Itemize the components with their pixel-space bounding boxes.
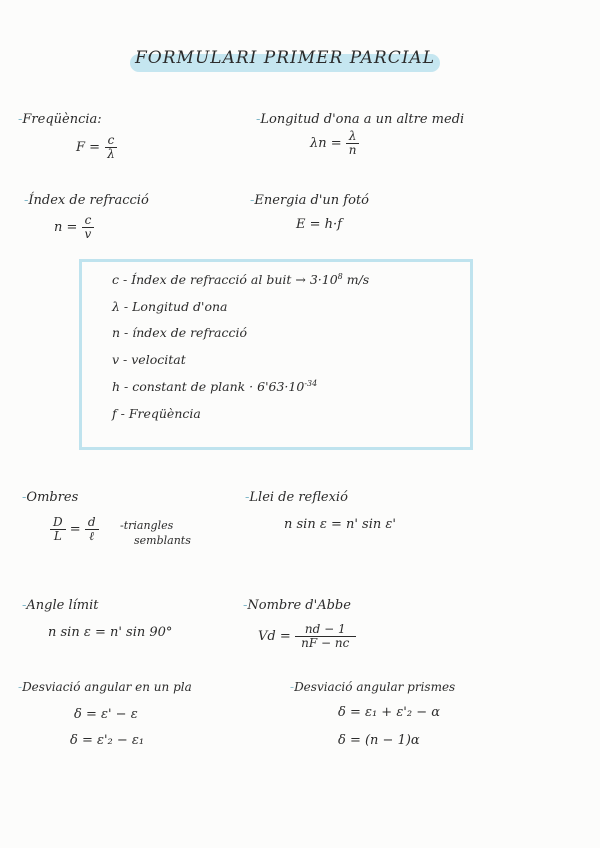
formula-desviacio-prismes-1: δ = ε₁ + ε'₂ − α	[338, 705, 441, 720]
heading-label: Llei de reflexió	[249, 490, 348, 505]
heading-nombre-abbe: -Nombre d'Abbe	[243, 598, 351, 613]
formula-ombres: $\frac{D}{L}$ = $\frac{d}{\text{ℓ}}$	[50, 516, 99, 543]
fraction: $\frac{c}{\lambda}$	[104, 134, 118, 161]
heading-label: Longitud d'ona a un altre medi	[260, 112, 465, 127]
heading-label: Índex de refracció	[28, 193, 149, 208]
heading-label: Desviació angular en un pla	[22, 680, 192, 694]
formula-desviacio-pla-1: δ = ε' − ε	[74, 707, 138, 722]
fraction: $\frac{d}{\text{ℓ}}$	[85, 516, 99, 543]
formula-desviacio-pla-2: δ = ε'₂ − ε₁	[70, 733, 145, 748]
formula-index-refraccio: n = $\frac{c}{v}$	[54, 214, 94, 241]
fraction: $\frac{c}{v}$	[82, 214, 95, 241]
heading-label: Energia d'un fotó	[254, 193, 370, 208]
heading-frequencia: -Freqüència:	[18, 112, 102, 127]
legend-list	[112, 272, 369, 433]
page-title: FORMULARI PRIMER PARCIAL	[135, 48, 435, 68]
heading-label: Desviació angular prismes	[294, 680, 456, 694]
formula-nombre-abbe: Vd = $\frac{nd - 1}{nF - nc}$	[258, 623, 356, 650]
heading-label: Angle límit	[26, 598, 99, 613]
heading-label: Nombre d'Abbe	[247, 598, 351, 613]
heading-index-refraccio: -Índex de refracció	[24, 193, 149, 208]
fraction: $\frac{\lambda}{n}$	[346, 130, 360, 157]
heading-longitud-ona: -Longitud d'ona a un altre medi	[256, 112, 465, 127]
heading-ombres: -Ombres	[22, 490, 79, 505]
heading-desviacio-prismes: -Desviació angular prismes	[290, 680, 456, 694]
heading-energia-foto: -Energia d'un fotó	[250, 193, 370, 208]
formula-energia-foto: E = h·f	[296, 217, 342, 232]
note-triangles: -triangles semblants	[120, 519, 191, 547]
heading-angle-limit: -Angle límit	[22, 598, 99, 613]
legend-item: v - velocitat	[112, 352, 186, 367]
formula-frequencia: F = $\frac{c}{\lambda}$	[76, 134, 118, 161]
heading-desviacio-pla: -Desviació angular en un pla	[18, 680, 192, 694]
legend-item: h - constant de plank · $6'63\cdot 10^{-34}$	[112, 379, 318, 395]
formula-desviacio-prismes-2: δ = (n − 1)α	[338, 733, 420, 748]
formula-longitud-ona: λn = $\frac{\lambda}{n}$	[310, 130, 360, 157]
formula-llei-reflexio: n sin ε = n' sin ε'	[284, 517, 396, 532]
legend-item: n - índex de refracció	[112, 325, 248, 340]
heading-label: Ombres	[26, 490, 79, 505]
heading-llei-reflexio: -Llei de reflexió	[245, 490, 348, 505]
legend-item: f - Freqüència	[112, 406, 201, 421]
heading-label: Freqüència	[22, 112, 98, 127]
title-block	[130, 48, 440, 74]
legend-item: λ - Longitud d'ona	[112, 299, 228, 314]
formula-angle-limit: n sin ε = n' sin 90°	[48, 625, 173, 640]
legend-item: c - Índex de refracció al buit → $3\cdot 10^8$ m/s	[112, 272, 370, 288]
fraction: $\frac{D}{L}$	[50, 516, 66, 543]
fraction: $\frac{nd - 1}{nF - nc}$	[295, 623, 356, 650]
